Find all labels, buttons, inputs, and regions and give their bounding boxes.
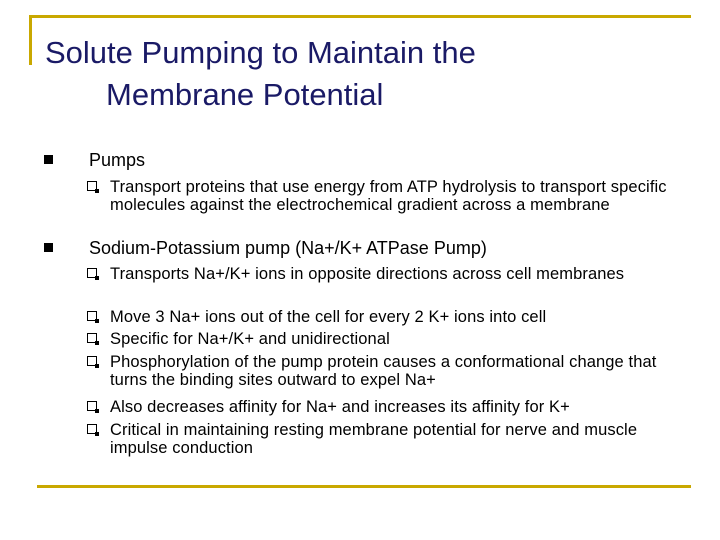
sub-bullet-text: Transports Na+/K+ ions in opposite directions across cell membranes	[110, 265, 625, 283]
checkbox-bullet-icon	[87, 333, 97, 343]
bullet-text: Sodium-Potassium pump (Na+/K+ ATPase Pump)	[89, 238, 487, 258]
sub-bullet-text: Critical in maintaining resting membrane potential for nerve and muscle impulse conduction	[110, 421, 638, 457]
bottom-rule	[37, 485, 691, 488]
sub-bullet-text: Move 3 Na+ ions out of the cell for every 2 K+ ions into cell	[110, 308, 547, 326]
checkbox-bullet-icon	[87, 401, 97, 411]
bullet-text: Pumps	[89, 150, 146, 170]
sub-bullet-text: Transport proteins that use energy from ATP hydrolysis to transport specific molecules against the electrochemical gradient across a membrane	[110, 178, 667, 214]
checkbox-bullet-icon	[87, 311, 97, 321]
checkbox-bullet-icon	[87, 356, 97, 366]
title-line-2: Membrane Potential	[106, 77, 384, 112]
checkbox-bullet-icon	[87, 424, 97, 434]
square-bullet-icon	[44, 155, 53, 164]
sub-bullet-text: Phosphorylation of the pump protein causes a conformational change that turns the binding sites outward to expel Na+	[110, 353, 657, 389]
checkbox-bullet-icon	[87, 181, 97, 191]
square-bullet-icon	[44, 243, 53, 252]
sub-bullet-text: Also decreases affinity for Na+ and increases its affinity for K+	[110, 398, 570, 416]
checkbox-bullet-icon	[87, 268, 97, 278]
sub-bullet-text: Specific for Na+/K+ and unidirectional	[110, 330, 390, 348]
title-line-1: Solute Pumping to Maintain the	[45, 35, 476, 70]
